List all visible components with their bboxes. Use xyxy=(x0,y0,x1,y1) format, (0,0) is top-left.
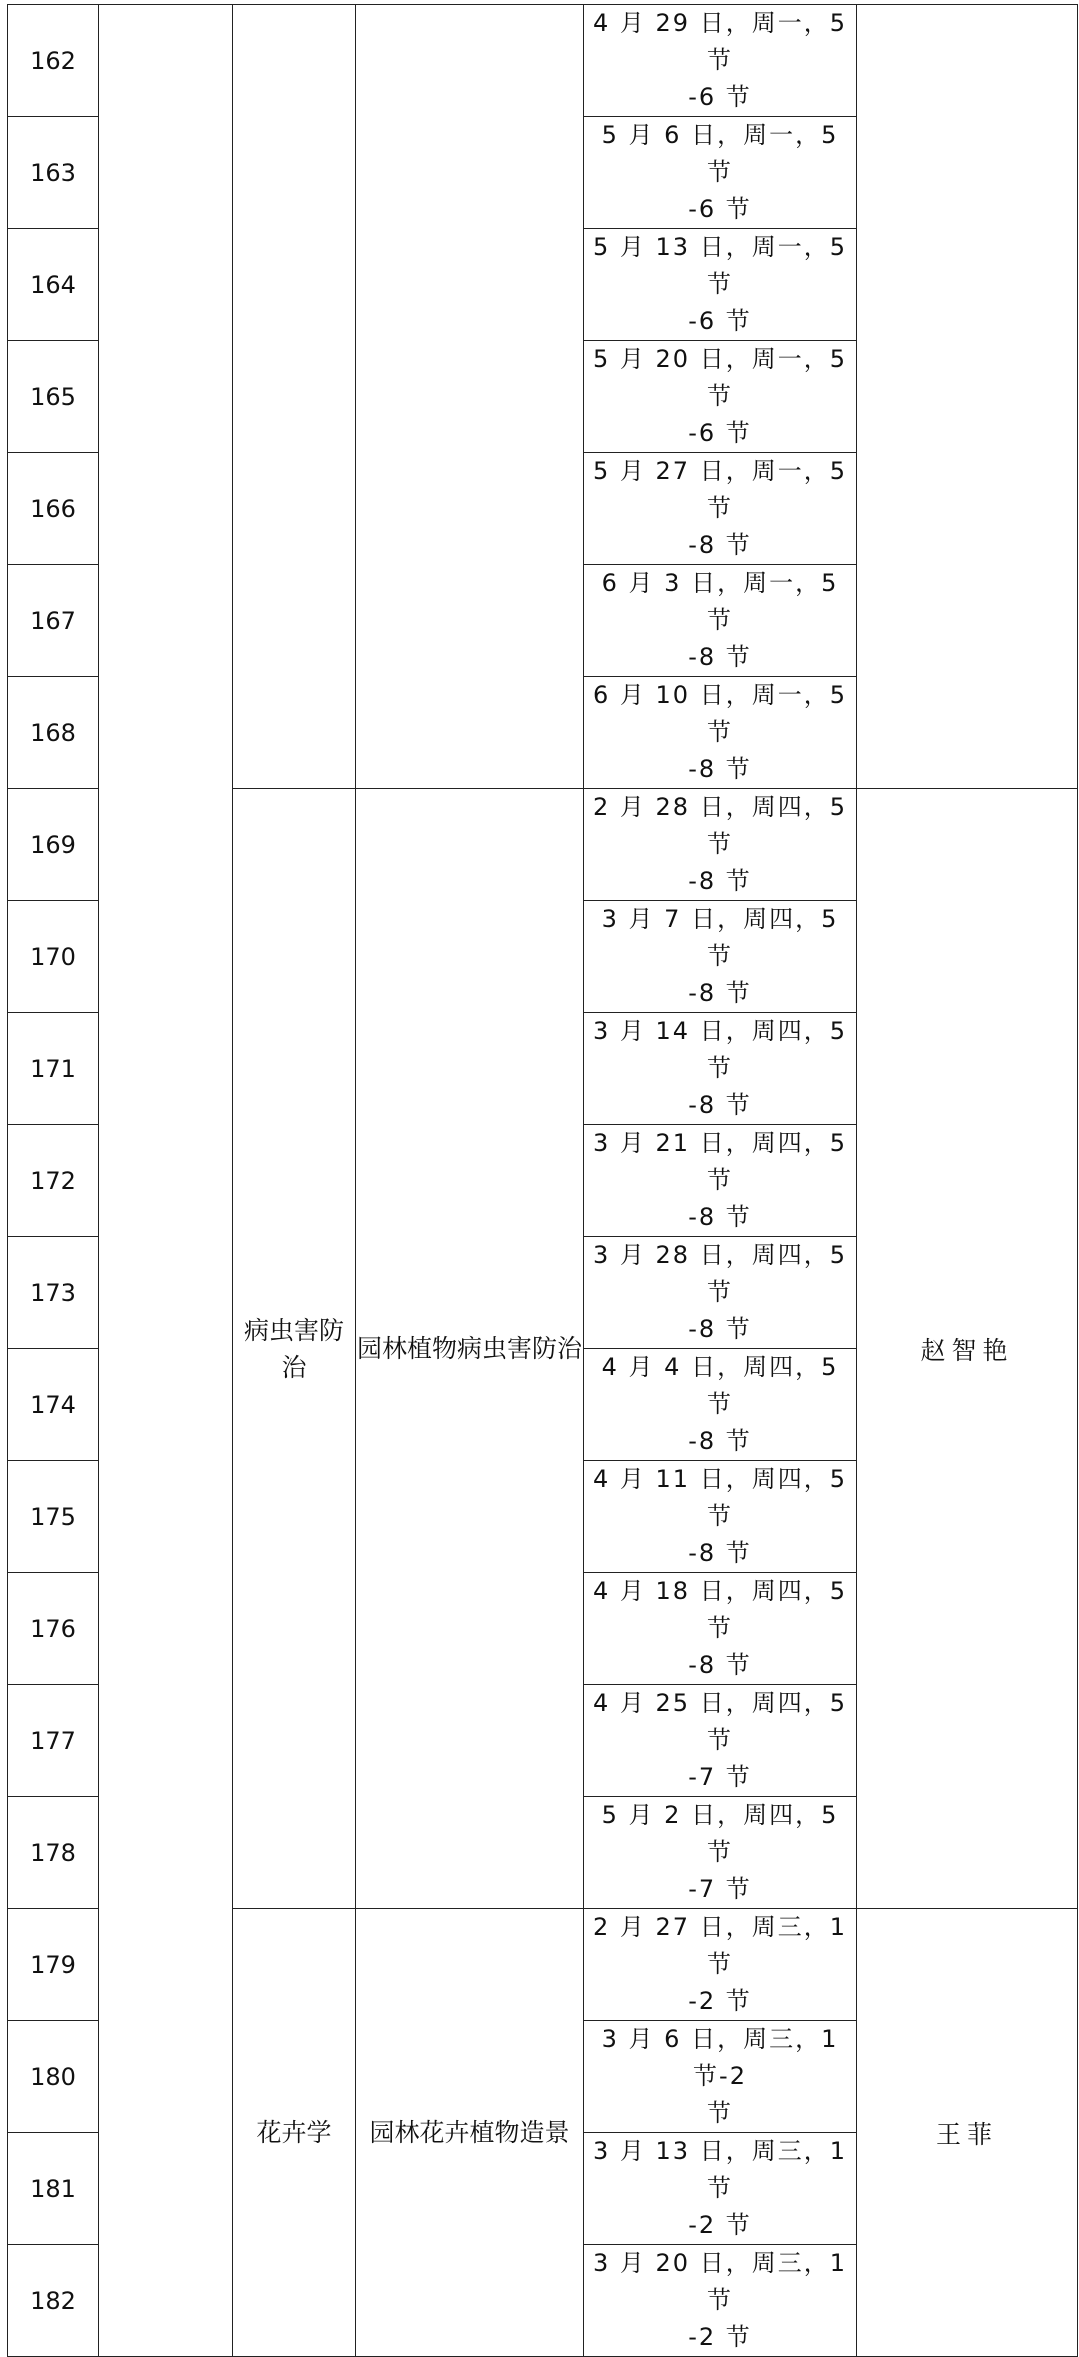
teacher-cell xyxy=(857,5,1078,789)
row-number: 165 xyxy=(8,341,99,453)
row-number: 173 xyxy=(8,1237,99,1349)
row-number: 172 xyxy=(8,1125,99,1237)
session-date: 3 月 6 日，周三，1 节-2 节 xyxy=(584,2021,857,2133)
course-topic: 园林植物病虫害防治 xyxy=(356,789,584,1909)
row-number: 180 xyxy=(8,2021,99,2133)
session-date: 5 月 13 日，周一，5 节 -6 节 xyxy=(584,229,857,341)
row-number: 169 xyxy=(8,789,99,901)
session-date: 2 月 28 日，周四，5 节 -8 节 xyxy=(584,789,857,901)
session-date: 4 月 29 日，周一，5 节 -6 节 xyxy=(584,5,857,117)
row-number: 168 xyxy=(8,677,99,789)
row-number: 170 xyxy=(8,901,99,1013)
row-number: 164 xyxy=(8,229,99,341)
session-date: 5 月 27 日，周一，5 节 -8 节 xyxy=(584,453,857,565)
row-number: 176 xyxy=(8,1573,99,1685)
table-row xyxy=(8,5,1078,117)
row-number: 178 xyxy=(8,1797,99,1909)
course-name: 病虫害防治 xyxy=(233,789,356,1909)
session-date: 3 月 28 日，周四，5 节 -8 节 xyxy=(584,1237,857,1349)
row-number: 166 xyxy=(8,453,99,565)
teacher-name: 王菲 xyxy=(857,1909,1078,2357)
row-number: 167 xyxy=(8,565,99,677)
session-date: 4 月 11 日，周四，5 节 -8 节 xyxy=(584,1461,857,1573)
session-date: 5 月 2 日，周四，5 节 -7 节 xyxy=(584,1797,857,1909)
row-number: 179 xyxy=(8,1909,99,2021)
session-date: 2 月 27 日，周三，1 节 -2 节 xyxy=(584,1909,857,2021)
teacher-name: 赵智艳 xyxy=(857,789,1078,1909)
course-cell xyxy=(233,5,356,789)
session-date: 4 月 18 日，周四，5 节 -8 节 xyxy=(584,1573,857,1685)
session-date: 5 月 6 日，周一，5 节 -6 节 xyxy=(584,117,857,229)
session-date: 3 月 7 日，周四，5 节 -8 节 xyxy=(584,901,857,1013)
session-date: 5 月 20 日，周一，5 节 -6 节 xyxy=(584,341,857,453)
schedule-table xyxy=(7,4,1078,2357)
row-number: 182 xyxy=(8,2245,99,2357)
session-date: 6 月 10 日，周一，5 节 -8 节 xyxy=(584,677,857,789)
row-number: 162 xyxy=(8,5,99,117)
row-number: 171 xyxy=(8,1013,99,1125)
category-cell xyxy=(99,5,233,2357)
session-date: 3 月 13 日，周三，1 节 -2 节 xyxy=(584,2133,857,2245)
row-number: 181 xyxy=(8,2133,99,2245)
row-number: 174 xyxy=(8,1349,99,1461)
row-number: 175 xyxy=(8,1461,99,1573)
session-date: 6 月 3 日，周一，5 节 -8 节 xyxy=(584,565,857,677)
topic-cell xyxy=(356,5,584,789)
session-date: 3 月 20 日，周三，1 节 -2 节 xyxy=(584,2245,857,2357)
row-number: 163 xyxy=(8,117,99,229)
session-date: 3 月 14 日，周四，5 节 -8 节 xyxy=(584,1013,857,1125)
row-number: 177 xyxy=(8,1685,99,1797)
session-date: 4 月 4 日，周四，5 节 -8 节 xyxy=(584,1349,857,1461)
session-date: 4 月 25 日，周四，5 节 -7 节 xyxy=(584,1685,857,1797)
course-name: 花卉学 xyxy=(233,1909,356,2357)
session-date: 3 月 21 日，周四，5 节 -8 节 xyxy=(584,1125,857,1237)
course-topic: 园林花卉植物造景 xyxy=(356,1909,584,2357)
